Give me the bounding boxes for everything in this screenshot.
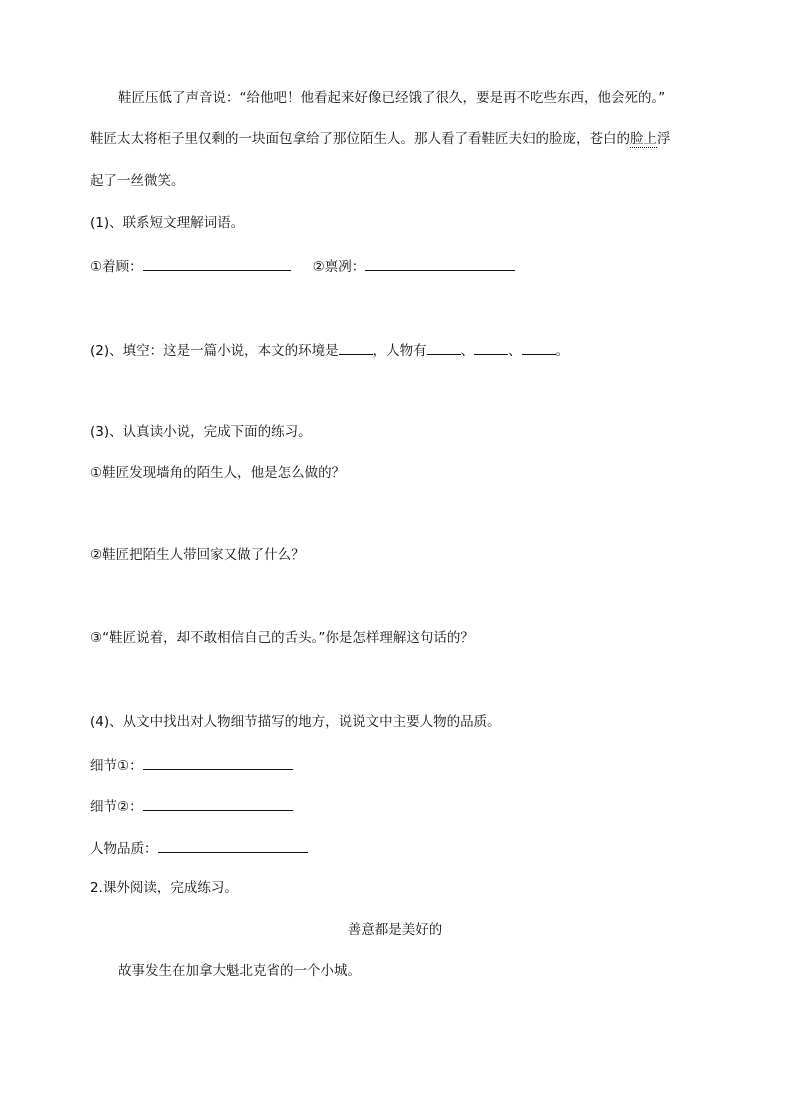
q2-character-blank-3[interactable] bbox=[522, 340, 556, 355]
q4-detail1 bbox=[90, 755, 293, 775]
q4-detail2-label: 细节②： bbox=[90, 799, 143, 815]
q4-quality bbox=[90, 838, 308, 858]
passage-line-2 bbox=[90, 130, 671, 148]
q4-detail2 bbox=[90, 796, 293, 816]
q2-text-a: (2)、填空：这是一篇小说，本文的环境是 bbox=[90, 343, 339, 359]
q2-character-blank-1[interactable] bbox=[427, 340, 461, 355]
story-first-line: 故事发生在加拿大魁北克省的一个小城。 bbox=[118, 963, 361, 979]
q1-item1-blank[interactable] bbox=[143, 256, 291, 271]
q4-title: (4)、从文中找出对人物细节描写的地方，说说文中主要人物的品质。 bbox=[90, 714, 501, 730]
q1-item2-label: ②禀冽： bbox=[312, 259, 366, 275]
q3-sub1: ①鞋匠发现墙角的陌生人，他是怎么做的？ bbox=[90, 465, 346, 481]
q4-detail1-blank[interactable] bbox=[143, 755, 293, 770]
q2-end: 。 bbox=[555, 343, 570, 359]
q2-character-blank-2[interactable] bbox=[474, 340, 508, 355]
q2-text-b: ，人物有 bbox=[372, 343, 427, 359]
q4-quality-label: 人物品质： bbox=[90, 841, 158, 857]
q2-environment-blank[interactable] bbox=[339, 340, 373, 355]
q1-title: (1)、联系短文理解词语。 bbox=[90, 215, 245, 231]
q1-item2-blank[interactable] bbox=[365, 256, 515, 271]
q1-item1-label: ①着顾： bbox=[90, 259, 143, 275]
passage-line-2-dotted-word: 脸上 bbox=[630, 131, 657, 147]
q3-sub2: ②鞋匠把陌生人带回家又做了什么？ bbox=[90, 547, 305, 563]
passage-line-1: 鞋匠压低了声音说：“给他吧！他看起来好像已经饿了很久，要是再不吃些东西，他会死的。” bbox=[118, 90, 666, 106]
section2-heading: 2.课外阅读，完成练习。 bbox=[90, 880, 238, 896]
q2-line bbox=[90, 340, 569, 360]
q4-detail1-label: 细节①： bbox=[90, 758, 143, 774]
q4-detail2-blank[interactable] bbox=[143, 796, 293, 811]
q4-quality-blank[interactable] bbox=[158, 838, 308, 853]
passage-line-2-text: 鞋匠太太将柜子里仅剩的一块面包拿给了那位陌生人。那人看了看鞋匠夫妇的脸庞，苍白的 bbox=[90, 131, 630, 147]
q3-title: (3)、认真读小说，完成下面的练习。 bbox=[90, 424, 312, 440]
q3-sub3: ③“鞋匠说着，却不敢相信自己的舌头。”你是怎样理解这句话的？ bbox=[90, 630, 474, 646]
q2-sep-2: 、 bbox=[508, 343, 522, 359]
q1-items bbox=[90, 256, 515, 276]
q2-sep-1: 、 bbox=[460, 343, 475, 359]
passage-line-3: 起了一丝微笑。 bbox=[90, 173, 185, 189]
passage-line-2-end: 浮 bbox=[657, 131, 671, 147]
story-title: 善意都是美好的 bbox=[347, 922, 443, 938]
